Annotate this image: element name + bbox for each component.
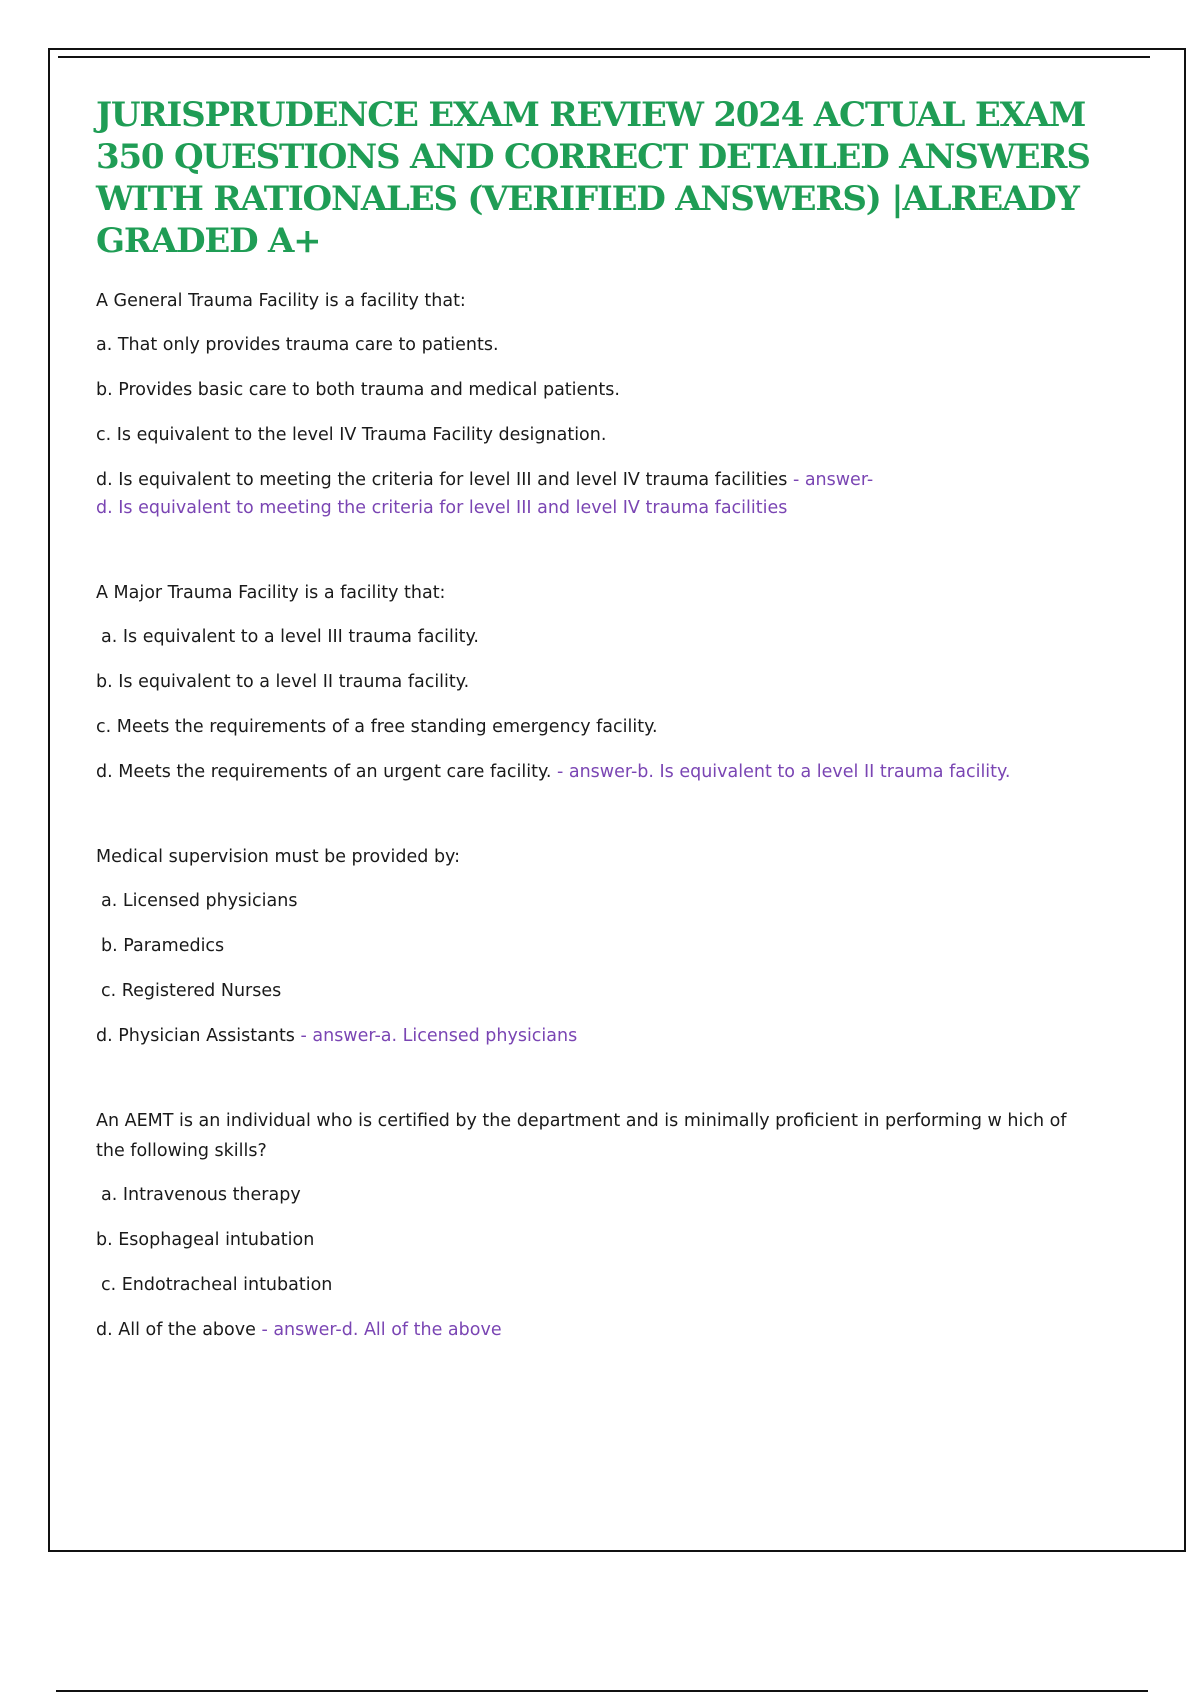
answer-text: answer-a. Licensed physicians xyxy=(312,1026,578,1046)
answer-text: d. Is equivalent to meeting the criteria for level III and level IV trauma facilities xyxy=(96,498,788,518)
option-b: b. Is equivalent to a level II trauma facility. xyxy=(96,672,470,692)
option-a: a. Licensed physicians xyxy=(101,891,298,911)
question-2 xyxy=(96,578,1096,786)
option-a: a. Intravenous therapy xyxy=(101,1185,301,1205)
option-c: c. Meets the requirements of a free standing emergency facility. xyxy=(96,717,658,737)
answer-text: answer-b. Is equivalent to a level II trauma facility. xyxy=(568,762,1011,782)
answer-text: answer-d. All of the above xyxy=(273,1320,502,1340)
option-a: a. Is equivalent to a level III trauma facility. xyxy=(101,627,479,647)
option-d-text: d. All of the above xyxy=(96,1320,256,1340)
option-c: c. Registered Nurses xyxy=(101,981,282,1001)
option-b: b. Paramedics xyxy=(101,936,225,956)
option-b: b. Provides basic care to both trauma and medical patients. xyxy=(96,380,620,400)
answer-prefix: - xyxy=(294,1026,313,1046)
question-stem: An AEMT is an individual who is certified by the department and is minimally proficient in performing w hich of the following skills? xyxy=(96,1111,1067,1161)
question-3 xyxy=(96,842,1096,1050)
question-stem: Medical supervision must be provided by: xyxy=(96,847,461,867)
question-4 xyxy=(96,1106,1096,1344)
option-b: b. Esophageal intubation xyxy=(96,1230,315,1250)
document-title: JURISPRUDENCE EXAM REVIEW 2024 ACTUAL EXAM 350 QUESTIONS AND CORRECT DETAILED ANSWERS WITH RATIONALES (VERIFIED ANSWERS) |ALREADY GRADED A+ xyxy=(96,95,1090,261)
option-d xyxy=(96,1316,1096,1344)
option-d-text: d. Meets the requirements of an urgent care facility. xyxy=(96,762,552,782)
question-stem: A Major Trauma Facility is a facility that: xyxy=(96,583,446,603)
option-d xyxy=(96,466,1096,494)
option-d xyxy=(96,1022,1096,1050)
option-d-text: d. Is equivalent to meeting the criteria for level III and level IV trauma facilities xyxy=(96,470,788,490)
answer-prefix: - xyxy=(551,762,569,782)
option-d xyxy=(96,758,1096,786)
option-a: a. That only provides trauma care to patients. xyxy=(96,335,499,355)
top-rule xyxy=(58,56,1150,58)
question-stem: A General Trauma Facility is a facility that: xyxy=(96,291,466,311)
answer-prefix: - answer- xyxy=(787,470,874,490)
option-c: c. Is equivalent to the level IV Trauma Facility designation. xyxy=(96,425,607,445)
document-content xyxy=(96,94,1096,1400)
bottom-rule xyxy=(56,1690,1148,1692)
answer-prefix: - xyxy=(255,1320,274,1340)
option-d-text: d. Physician Assistants xyxy=(96,1026,295,1046)
option-c: c. Endotracheal intubation xyxy=(101,1275,333,1295)
question-1 xyxy=(96,286,1096,522)
